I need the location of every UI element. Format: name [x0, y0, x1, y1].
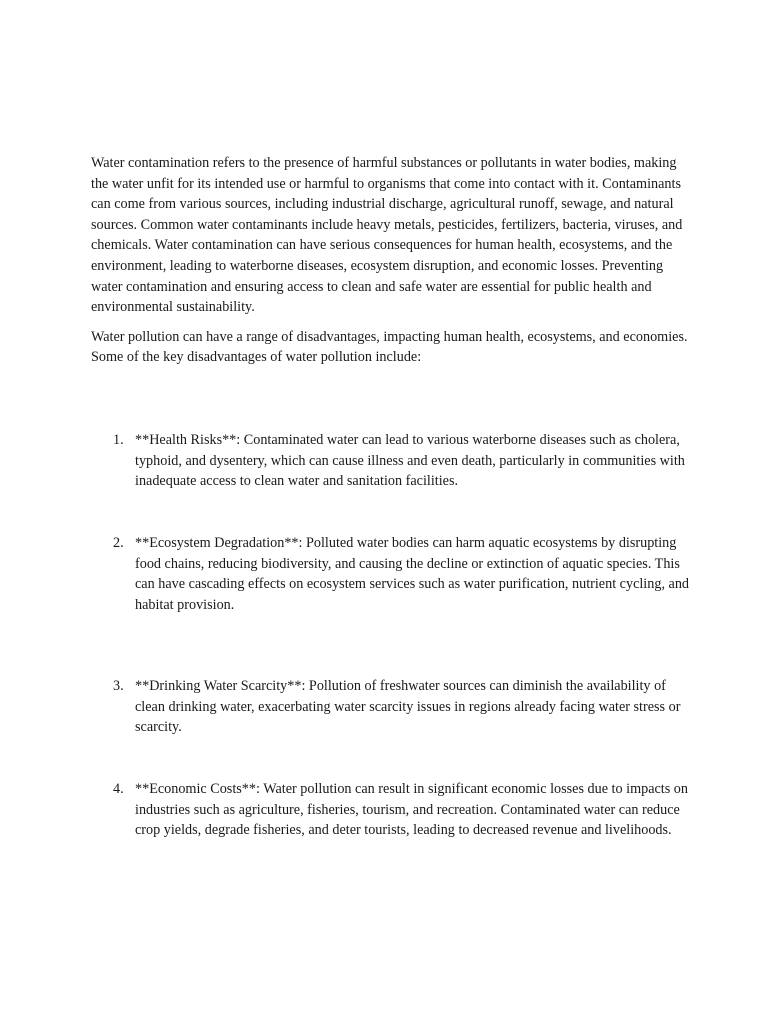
list-item-number: 1.	[113, 432, 124, 448]
list-item	[91, 779, 695, 841]
list-item	[91, 430, 695, 492]
list-item	[91, 676, 695, 738]
list-item	[91, 533, 695, 615]
list-item-text: **Health Risks**: Contaminated water can lead to various waterborne diseases such as cholera, typhoid, and dysentery, which can cause illness and even death, particularly in communities with inadequate access to clean water and sanitation facilities.	[135, 432, 685, 490]
list-item-number: 2.	[113, 535, 124, 551]
intro-paragraph-2: Water pollution can have a range of disadvantages, impacting human health, ecosystems, and economies. Some of the key disadvantages of water pollution include:	[91, 328, 688, 366]
list-item-text: **Economic Costs**: Water pollution can result in significant economic losses due to impacts on industries such as agriculture, fisheries, tourism, and recreation. Contaminated water can reduce crop yields, degrade fisheries, and deter tourists, leading to decreased revenue and livelihoods.	[135, 781, 688, 839]
intro-paragraph-1: Water contamination refers to the presence of harmful substances or pollutants in water bodies, making the water unfit for its intended use or harmful to organisms that come into contact with it. Contaminants can come from various sources, including industrial discharge, agricultural runoff, sewage, and natural sources. Common water contaminants include heavy metals, pesticides, fertilizers, bacteria, viruses, and chemicals. Water contamination can have serious consequences for human health, ecosystems, and the environment, leading to waterborne diseases, ecosystem disruption, and economic losses. Preventing water contamination and ensuring access to clean and safe water are essential for public health and environmental sustainability.	[91, 155, 683, 316]
document-body	[91, 153, 695, 368]
list-item-text: **Ecosystem Degradation**: Polluted water bodies can harm aquatic ecosystems by disrupting food chains, reducing biodiversity, and causing the decline or extinction of aquatic species. This can have cascading effects on ecosystem services such as water purification, nutrient cycling, and habitat provision.	[135, 535, 690, 613]
list-item-text: **Drinking Water Scarcity**: Pollution of freshwater sources can diminish the availability of clean drinking water, exacerbating water scarcity issues in regions already facing water stress or scarcity.	[135, 678, 681, 736]
list-item-number: 3.	[113, 678, 124, 694]
list-item-number: 4.	[113, 781, 124, 797]
